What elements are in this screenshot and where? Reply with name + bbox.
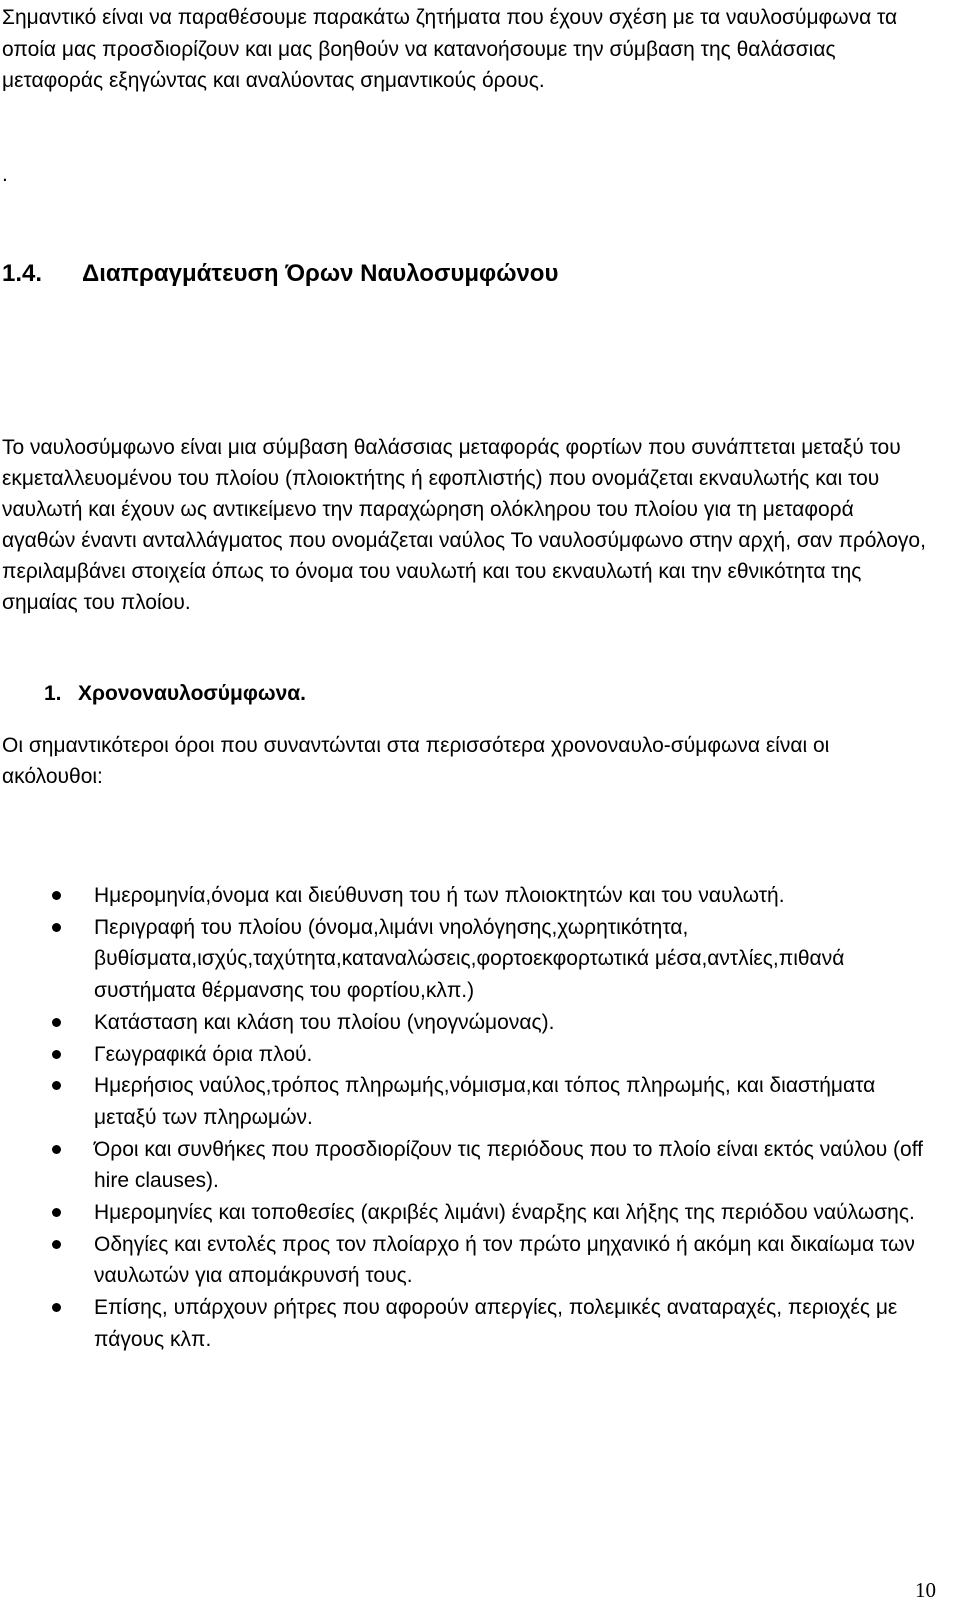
list-item-text: Ημερήσιος ναύλος,τρόπος πληρωμής,νόμισμα,και τόπος πληρωμής, και διαστήματα μεταξύ των πληρωμών.: [94, 1074, 876, 1129]
bullet-icon: [52, 1240, 61, 1249]
list-item-text: Κατάσταση και κλάση του πλοίου (νηογνώμονας).: [94, 1010, 555, 1034]
subsection-number: 1.: [44, 682, 62, 705]
section-title: Διαπραγμάτευση Όρων Ναυλοσυμφώνου: [82, 260, 559, 287]
bullet-icon: [52, 1208, 61, 1217]
page-number: 10: [915, 1578, 936, 1602]
bullet-icon: [52, 891, 61, 900]
section-number: 1.4.: [2, 260, 43, 287]
list-item-text: Επίσης, υπάρχουν ρήτρες που αφορούν απεργίες, πολεμικές αναταραχές, περιοχές με πάγους κλπ.: [94, 1296, 898, 1351]
list-item-text: Ημερομηνία,όνομα και διεύθυνση του ή των πλοιοκτητών και του ναυλωτή.: [94, 884, 785, 907]
bullet-icon: [52, 1145, 61, 1154]
list-item: [0, 1007, 930, 1039]
list-item: [0, 1197, 930, 1229]
bullet-icon: [52, 923, 61, 932]
list-item: [0, 880, 930, 912]
terms-list: [0, 880, 930, 1356]
list-item-text: Γεωγραφικά όρια πλού.: [94, 1042, 313, 1066]
bullet-icon: [52, 1050, 61, 1059]
charter-definition-paragraph: Το ναυλοσύμφωνο είναι μια σύμβαση θαλάσσιας μεταφοράς φορτίων που συνάπτεται μεταξύ του εκμεταλλευομένου του πλοίου (πλοιοκτήτης ή εφοπλιστής) που ονομάζεται εκναυλωτής και του ναυλωτή και έχουν ως αντικείμενο την παραχώρηση ολόκληρου του πλοίου για τη μεταφορά αγαθών έναντι ανταλλάγματος που ονομάζεται ναύλος Το ναυλοσύμφωνο στην αρχή, σαν πρόλογο, περιλαμβάνει στοιχεία όπως το όνομα του ναυλωτή και του εκναυλωτή και την εθνικότητα της σημαίας του πλοίου.: [2, 436, 926, 614]
bullet-icon: [52, 1303, 61, 1312]
list-item: [0, 1292, 930, 1355]
list-item-text: Ημερομηνίες και τοποθεσίες (ακριβές λιμάνι) έναρξης και λήξης της περιόδου ναύλωσης.: [94, 1201, 915, 1225]
list-item: [0, 1134, 930, 1197]
intro-paragraph: Σημαντικό είναι να παραθέσουμε παρακάτω ζητήματα που έχουν σχέση με τα ναυλοσύμφωνα τα οποία μας προσδιορίζουν και μας βοηθούν να κατανοήσουμε την σύμβαση της θαλάσσιας μεταφοράς εξηγώντας και αναλύοντας σημαντικούς όρους.: [2, 6, 898, 92]
section-heading: [2, 259, 558, 289]
bullet-icon: [52, 1018, 61, 1027]
list-item-text: Περιγραφή του πλοίου (όνομα,λιμάνι νηολόγησης,χωρητικότητα, βυθίσματα,ισχύς,ταχύτητα,καταναλώσεις,φορτοεκφορτωτικά μέσα,αντλίες,πιθανά συστήματα θέρμανσης του φορτίου,κλπ.): [94, 915, 845, 1003]
list-item: [0, 1229, 930, 1292]
list-item: [0, 1070, 930, 1133]
bullet-icon: [52, 1081, 61, 1090]
list-item: [0, 912, 930, 1007]
subsection-heading: [44, 679, 306, 709]
list-item-text: Όροι και συνθήκες που προσδιορίζουν τις περιόδους που το πλοίο είναι εκτός ναύλου (off hire clauses).: [94, 1137, 923, 1193]
stray-dot: .: [2, 163, 8, 186]
terms-intro-paragraph: Οι σημαντικότεροι όροι που συναντώνται στα περισσότερα χρονοναυλο-σύμφωνα είναι οι ακόλουθοι:: [2, 734, 830, 788]
list-item-text: Οδηγίες και εντολές προς τον πλοίαρχο ή τον πρώτο μηχανικό ή ακόμη και δικαίωμα των ναυλωτών για απομάκρυνσή τους.: [94, 1232, 915, 1288]
subsection-title: Χρονοναυλοσύμφωνα.: [78, 682, 307, 705]
list-item: [0, 1039, 930, 1071]
